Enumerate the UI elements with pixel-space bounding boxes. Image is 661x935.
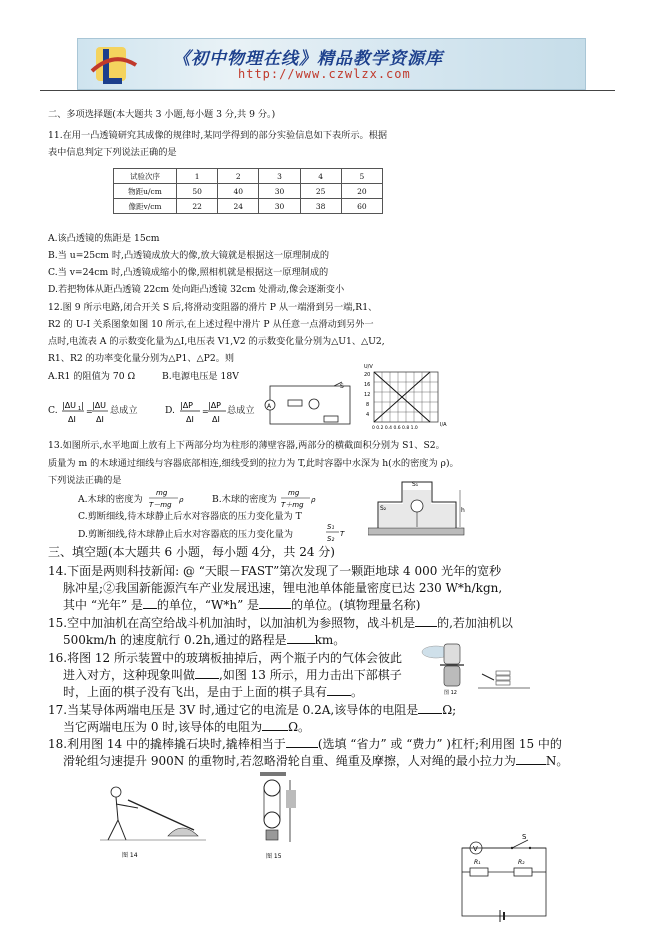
answer-blank[interactable] [259,608,291,609]
q15-line-2 [63,632,345,649]
q13-line-3: 下列说法正确的是 [48,475,122,486]
y-tick-label: 20 [364,372,371,378]
q12-line-3: 点时,电流表 A 的示数变化量为△I,电压表 V1,V2 的示数变化量分别为△U1、△U2, [48,336,385,347]
table-cell: 25 [300,184,341,199]
svg-text:T: T [340,530,345,538]
graph-x-unit: I/A [440,422,447,428]
q14-line-3 [63,597,420,614]
svg-text:mg: mg [156,489,168,497]
q13-container-figure [368,476,466,538]
section2-heading: 二、多项选择题(本大题共 3 小题,每小题 3 分,共 9 分。) [48,109,276,120]
fig10-u-i-graph [362,362,452,432]
q17-line-2 [63,719,310,736]
q18-text: (选填 “省力” 或 “费力” )杠杆;利用图 15 中的 [317,737,562,751]
graph-y-unit: U/V [364,364,373,370]
header-banner [77,38,586,90]
q13-option-c: C.剪断细线,待木球静止后水对容器底的压力变化量为 T [78,511,302,522]
table-cell: 5 [341,169,382,184]
header-rule [40,90,615,91]
svg-text:|ΔU: |ΔU [62,401,77,410]
table-cell: 22 [177,199,218,214]
y-tick-label: 16 [364,382,371,388]
table-cell: 像距v/cm [114,199,177,214]
q18-text: 滑轮组匀速提升 900N 的重物时,若忽略滑轮自重、绳重及摩擦，人对绳的最小拉力为 [63,754,516,768]
table-cell: 3 [259,169,300,184]
svg-text:ρ: ρ [179,496,184,504]
q16-text: ,如图 13 所示，用力击出下部棋子 [219,668,402,682]
svg-text:T＋mg: T＋mg [281,501,304,509]
answer-blank[interactable] [195,678,219,679]
q12-option-c-formula [60,397,108,427]
q11-option-d: D.若把物体从距凸透镜 22cm 处向距凸透镜 32cm 处滑动,像会逐渐变小 [48,284,345,295]
answer-blank[interactable] [415,626,437,627]
q11-option-c: C.当 v=24cm 时,凸透镜成缩小的像,照相机就是根据这一原理制成的 [48,267,329,278]
q18-line-1 [48,736,562,753]
bottom-circuit-diagram [448,832,553,922]
q16-line-2 [63,667,402,684]
answer-blank[interactable] [262,730,288,731]
q12-line-4: R1、R2 的功率变化量分别为△P1、△P2。则 [48,353,235,364]
q13-line-2: 质量为 m 的木球通过细线与容器底部相连,细线受到的拉力为 T,此时容器中水深为 h(水的密度为 ρ)。 [48,458,459,469]
svg-text:|ΔU: |ΔU [92,401,107,410]
svg-text:=: = [86,407,93,416]
svg-text:R₁: R₁ [474,859,481,866]
table-cell: 40 [218,184,259,199]
fig12-caption: 图 12 [444,690,457,696]
svg-text:A: A [267,403,272,410]
answer-blank[interactable] [143,608,157,609]
svg-text:1: 1 [78,406,82,412]
q12-option-d-formula [178,397,226,427]
fig12-fig13-figure [418,638,533,696]
svg-text:S₂: S₂ [327,535,335,543]
fig14-lever-figure [98,780,208,860]
q17-text: Ω。 [288,720,311,734]
q13-option-d: D.剪断细线,待木球静止后水对容器底的压力变化量为 [78,529,294,540]
graph-x-ticks: 0 0.2 0.4 0.6 0.8 1.0 [372,426,418,431]
table-cell: 物距u/cm [114,184,177,199]
answer-blank[interactable] [418,713,442,714]
y-tick-label: 8 [366,402,370,408]
q14-text: 的单位，“W*h” 是 [156,598,260,612]
table-cell: 2 [218,169,259,184]
table-cell: 20 [341,184,382,199]
q11-stem-1: 11.在用一凸透镜研究其成像的规律时,某同学得到的部分实验信息如下表所示。根据 [48,130,388,141]
answer-blank[interactable] [287,643,315,644]
table-row [114,184,383,199]
q17-text: 17.当某导体两端电压是 3V 时,通过它的电流是 0.2A,该导体的电阻是 [48,703,419,717]
q13-option-a-formula [148,486,188,510]
q11-option-b: B.当 u=25cm 时,凸透镜成放大的像,放大镜就是根据这一原理制成的 [48,250,330,261]
q17-text: 当它两端电压为 0 时,该导体的电阻为 [63,720,263,734]
svg-text:=: = [202,407,209,416]
fig15-pulley-figure [256,770,301,865]
table-cell: 60 [341,199,382,214]
q12-option-c-letter: C. [48,405,58,416]
svg-text:ΔI: ΔI [96,415,104,424]
table-cell: 试验次序 [114,169,177,184]
banner-title: 《初中物理在线》精品教学资源库 [173,49,443,69]
q16-line-1: 16.将图 12 所示装置中的玻璃板抽掉后，两个瓶子内的气体会彼此 [48,651,402,665]
svg-text:ΔI: ΔI [212,415,220,424]
fig9-circuit-diagram [262,380,357,430]
bottom-switch-label: S [522,833,527,841]
q16-text: 进入对方，这种现象叫做 [63,668,196,682]
q14-line-1: 14.下面是两则科技新闻: @ “天眼－FAST”第次发现了一颗距地球 4 000 光年的宽秒 [48,564,502,578]
switch-s-label: S [340,383,344,390]
q14-text: 的单位。(填物理量名称) [291,598,421,612]
svg-text:S₁: S₁ [412,481,419,488]
q14-line-2: 脉冲星;②我国新能源汽车产业发展迅速，锂电池单体能量密度已达 230 W*h/kgn, [63,581,503,595]
q11-option-a: A.该凸透镜的焦距是 15cm [48,233,160,244]
svg-text:|ΔP: |ΔP [180,401,193,410]
svg-text:h: h [461,507,465,514]
svg-text:S₁: S₁ [327,523,335,531]
q15-text: 15.空中加油机在高空给战斗机加油时，以加油机为参照物，战斗机是 [48,616,416,630]
q12-option-d-letter: D. [165,405,175,416]
q12-line-2: R2 的 U-I 关系图象如图 10 所示,在上述过程中滑片 P 从任意一点滑动到另外一 [48,319,374,330]
q15-text: 的,若加油机以 [437,616,513,630]
q16-line-3 [63,684,363,701]
answer-blank[interactable] [516,764,546,765]
svg-text:V: V [473,845,478,853]
q18-text: 18.利用图 14 中的撬棒撬石块时,撬棒相当于 [48,737,286,751]
table-row [114,169,383,184]
svg-text:ΔI: ΔI [68,415,76,424]
section3-heading: 三、填空题(本大题共 6 小题，每小题 4分，共 24 分) [48,545,335,559]
q15-text: 500km/h 的速度航行 0.2h,通过的路程是 [63,633,287,647]
answer-blank[interactable] [286,747,318,748]
svg-text:mg: mg [288,489,300,497]
q18-line-2 [63,753,568,770]
q15-line-1 [48,615,513,632]
table-row [114,199,383,214]
svg-text:T－mg: T－mg [149,501,172,509]
q11-stem-2: 表中信息判定下列说法正确的是 [48,147,177,158]
table-cell: 24 [218,199,259,214]
svg-text:R₂: R₂ [518,859,525,866]
q13-option-b: B.木球的密度为 [212,494,277,505]
svg-text:ρ: ρ [311,496,316,504]
svg-text:|: | [81,401,84,410]
svg-text:|ΔP: |ΔP [208,401,221,410]
table-cell: 1 [177,169,218,184]
q12-option-c-text: 总成立 [110,405,138,416]
q13-option-d-formula [325,520,349,544]
fig15-caption: 图 15 [266,853,282,860]
q13-option-a: A.木球的密度为 [78,494,143,505]
q14-text: 其中 “光年” 是 [63,598,143,612]
svg-text:ΔI: ΔI [186,415,194,424]
q12-line-1: 12.图 9 所示电路,闭合开关 S 后,将滑动变阻器的滑片 P 从一端滑到另一端,R1、 [48,302,378,313]
y-tick-label: 4 [366,412,370,418]
site-logo-icon [82,41,146,87]
fig14-caption: 图 14 [122,852,138,859]
table-cell: 30 [259,184,300,199]
answer-blank[interactable] [327,695,351,696]
q17-line-1 [48,702,456,719]
table-cell: 50 [177,184,218,199]
table-cell: 38 [300,199,341,214]
q18-text: N。 [545,754,569,768]
banner-url: http://www.czwlzx.com [238,67,411,81]
q13-option-b-formula [280,486,320,510]
q12-option-a: A.R1 的阻值为 70 Ω [48,371,136,382]
q15-text: km。 [314,633,346,647]
q12-option-d-text: 总成立 [227,405,255,416]
y-tick-label: 12 [364,392,371,398]
q17-text: Ω; [442,703,457,717]
table-cell: 30 [259,199,300,214]
svg-text:S₂: S₂ [380,505,387,512]
q13-line-1: 13.如图所示,水平地面上放有上下两部分均为柱形的薄壁容器,两部分的横截面积分别为 S1、S2。 [48,440,445,451]
q11-data-table [113,168,383,214]
q16-text: 。 [351,685,364,699]
q12-option-b: B.电源电压是 18V [162,371,239,382]
q16-text: 时，上面的棋子没有飞出，是由于上面的棋子具有 [63,685,328,699]
table-cell: 4 [300,169,341,184]
